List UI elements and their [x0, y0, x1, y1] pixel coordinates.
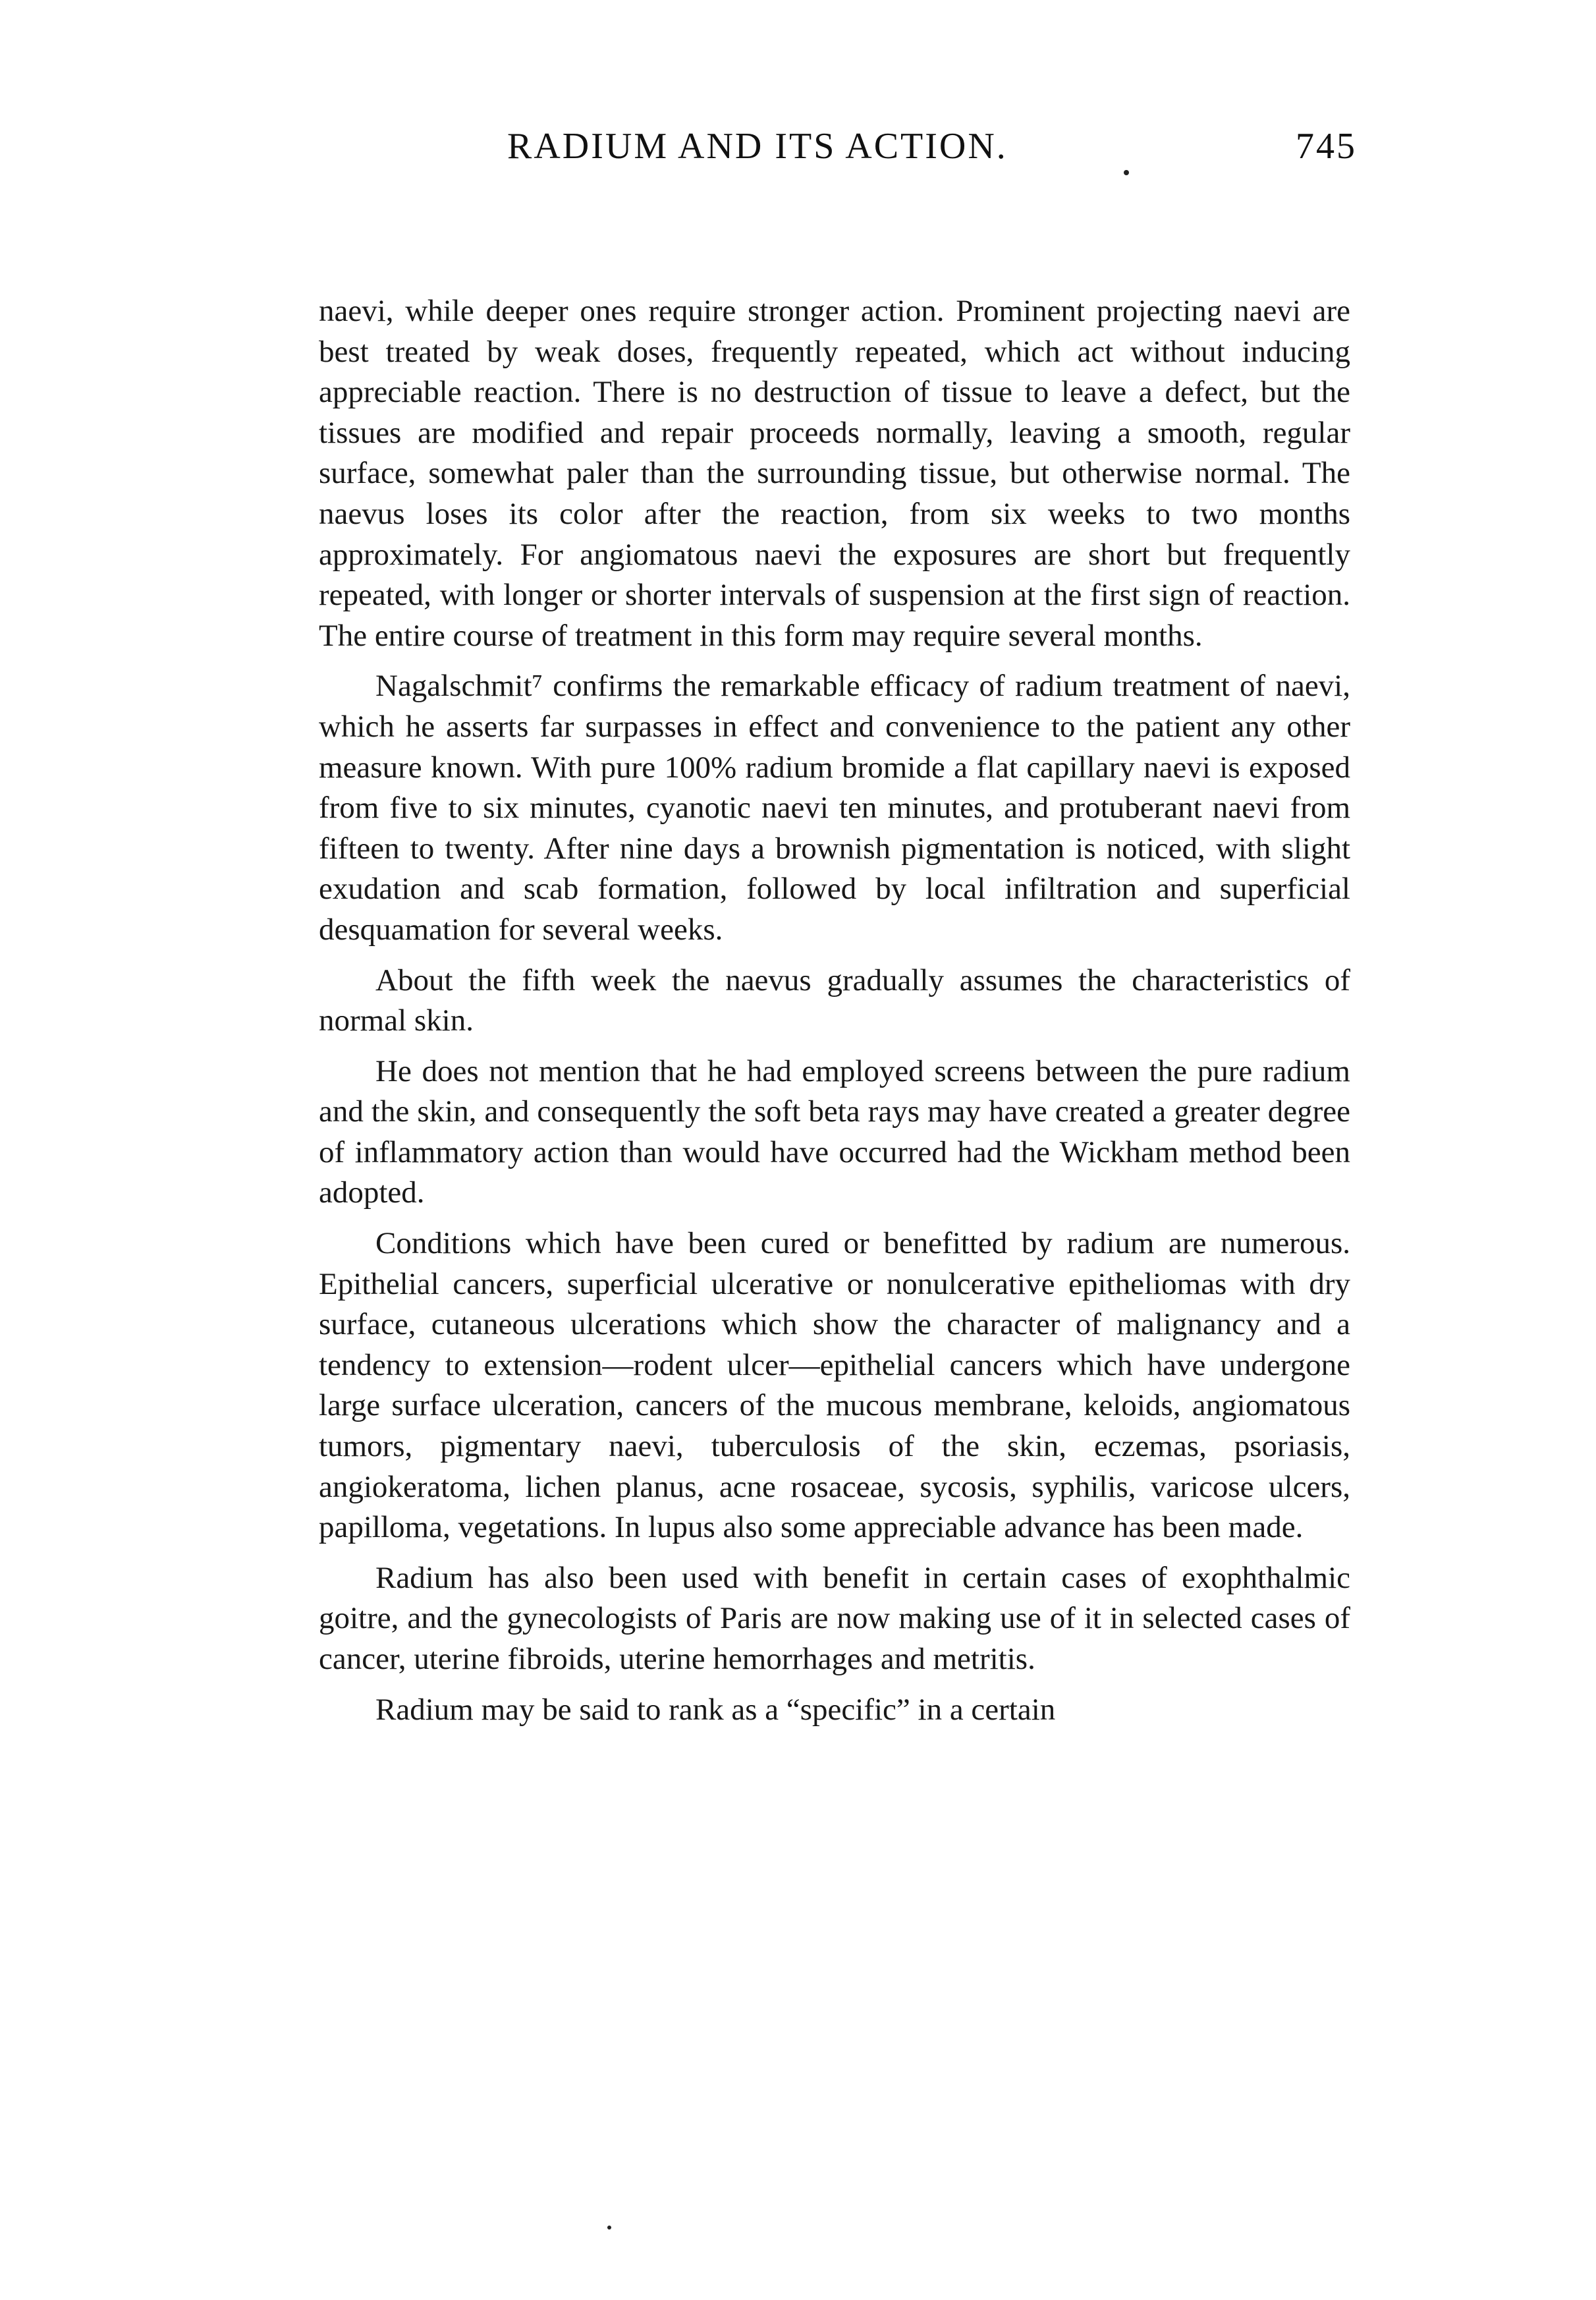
print-speck [607, 2226, 611, 2230]
paragraph-nagalschmit: Nagalschmit⁷ confirms the remarkable efficacy of radium treatment of naevi, which he asserts far surpasses in effect and convenience to the patient any other measure known. With pure 100% radium bromide a flat capillary naevi is exposed from five to six minutes, cyanotic naevi ten minutes, and protuberant naevi from fifteen to twenty. After nine days a brownish pigmentation is noticed, with slight exudation and scab formation, followed by local infiltration and superficial desquamation for several weeks. [319, 669, 1350, 947]
body-text [319, 291, 1350, 1730]
page-number: 745 [1296, 126, 1357, 167]
running-title: RADIUM AND ITS ACTION. [507, 126, 1008, 167]
paragraph-screens: He does not mention that he had employed screens between the pure radium and the skin, and consequently the soft beta rays may have created a greater degree of inflammatory action than would have occurred had the Wickham method been adopted. [319, 1053, 1350, 1210]
print-speck [1124, 170, 1129, 175]
paragraph-specific: Radium may be said to rank as a “specific” in a certain [375, 1692, 1056, 1727]
paragraph-fifth-week: About the fifth week the naevus gradually assumes the characteristics of normal skin. [319, 963, 1350, 1038]
paragraph-continuation: naevi, while deeper ones require stronger action. Prominent projecting naevi are best treated by weak doses, frequently repeated, which act without inducing appreciable reaction. There is no destruction of tissue to leave a defect, but the tissues are modified and repair proceeds normally, leaving a smooth, regular surface, somewhat paler than the surrounding tissue, but otherwise normal. The naevus loses its color after the reaction, from six weeks to two months approximately. For angiomatous naevi the exposures are short but frequently repeated, with longer or shorter intervals of suspension at the first sign of reaction. The entire course of treatment in this form may require several months. [319, 294, 1350, 653]
running-head [507, 125, 1357, 184]
paragraph-goitre: Radium has also been used with benefit in certain cases of exophthalmic goitre, and the gynecologists of Paris are now making use of it in selected cases of cancer, uterine fibroids, uterine hemorrhages and metritis. [319, 1560, 1350, 1676]
paragraph-conditions: Conditions which have been cured or benefitted by radium are numerous. Epithelial cancers, superficial ulcerative or nonulcerative epitheliomas with dry surface, cutaneous ulcerations which show the character of malignancy and a tendency to extension—rodent ulcer—epithelial cancers which have undergone large surface ulceration, cancers of the mucous membrane, keloids, angiomatous tumors, pigmentary naevi, tuberculosis of the skin, eczemas, psoriasis, angiokeratoma, lichen planus, acne rosaceae, sycosis, syphilis, varicose ulcers, papilloma, vegetations. In lupus also some appreciable advance has been made. [319, 1226, 1350, 1545]
